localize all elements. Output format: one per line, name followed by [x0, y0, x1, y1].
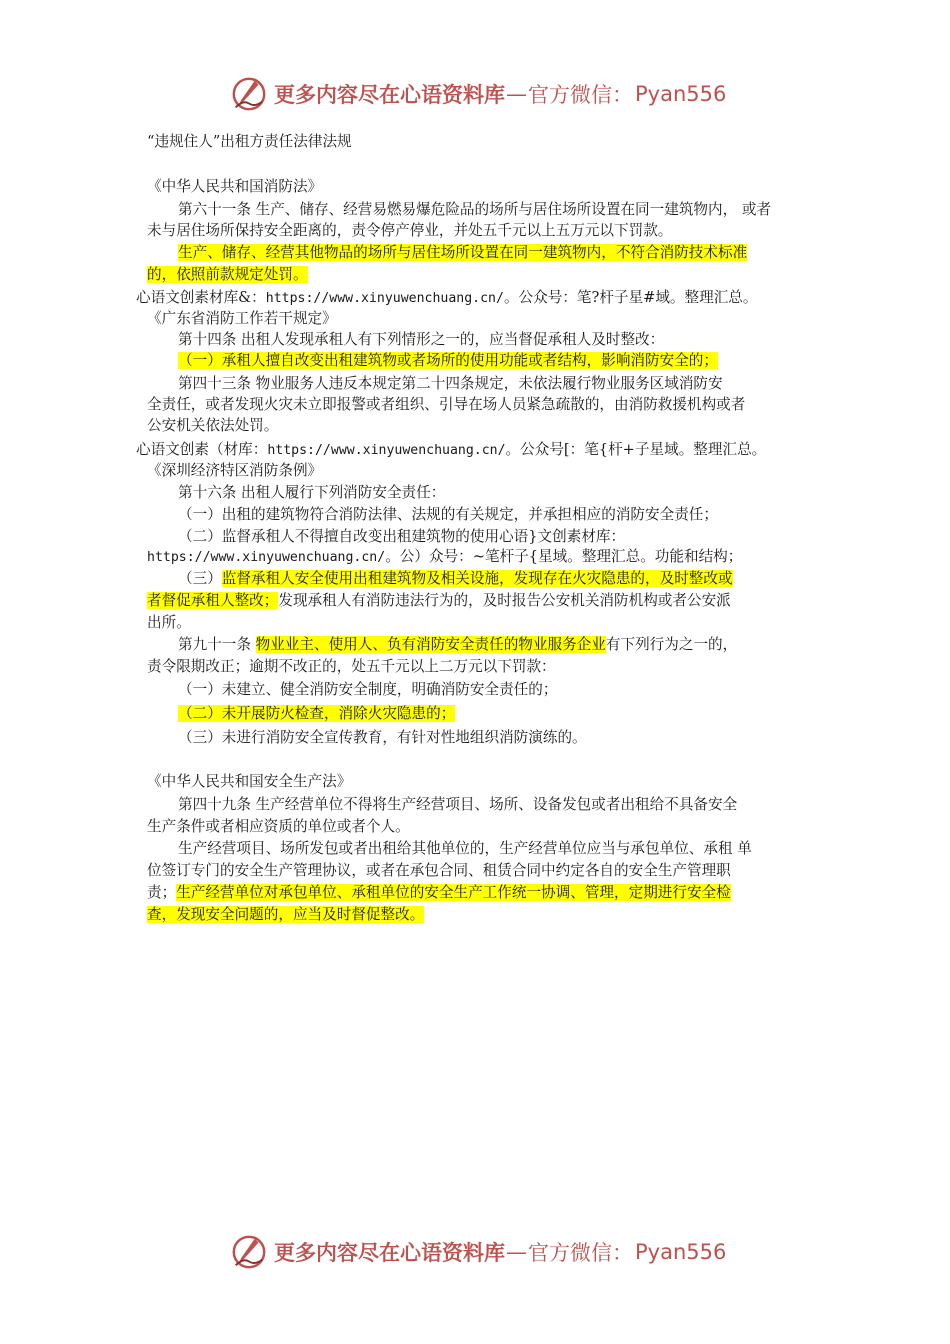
text-line: 生产经营项目、场所发包或者出租给其他单位的，生产经营单位应当与承包单位、承租 单 [178, 840, 752, 857]
text-line: 生产条件或者相应资质的单位或者个人。 [147, 818, 410, 835]
watermark-url: https://www.xinyuwenchuang.cn/ [267, 443, 506, 458]
highlighted-text: 生产、储存、经营其他物品的场所与居住场所设置在同一建筑物内，不符合消防技术标准 [178, 244, 748, 261]
text-line [178, 242, 747, 263]
text-line: （二）监督承租人不得擅自改变出租建筑物的使用心语}文创素材库： [178, 528, 626, 545]
text-line: 第四十三条 物业服务人违反本规定第二十四条规定，未依法履行物业服务区域消防安 [178, 375, 723, 392]
text-line [147, 904, 424, 925]
header-banner [230, 74, 750, 114]
law-heading-guangdong: 《广东省消防工作若干规定》 [147, 310, 337, 327]
watermark-line [147, 546, 742, 567]
watermark-text: 心语文创素（材库： [136, 441, 268, 458]
text-line: 责令限期改正；逾期不改正的，处五千元以上二万元以下罚款： [147, 658, 556, 675]
text-line: （一）出租的建筑物符合消防法律、法规的有关规定，并承担相应的消防安全责任； [178, 506, 718, 523]
highlighted-text: 的，依照前款规定处罚。 [147, 266, 308, 283]
text-line: （一）未建立、健全消防安全制度，明确消防安全责任的； [178, 681, 558, 698]
watermark-url: https://www.xinyuwenchuang.cn/ [147, 550, 386, 565]
highlighted-text: 监督承租人安全使用出租建筑物及相关设施，发现存在火灾隐患的，及时整改或 [221, 570, 733, 587]
watermark-text: 。公）众号：~笔杆子{星域。整理汇总。功能和结构； [385, 548, 743, 565]
text-line [147, 264, 308, 285]
quill-seal-icon [230, 75, 268, 113]
highlighted-text: 生产经营单位对承包单位、承租单位的安全生产工作统一协调、管理，定期进行安全检 [176, 884, 731, 901]
text-segment: 发现承租人有消防违法行为的，及时报告公安机关消防机构或者公安派 [278, 592, 731, 609]
banner-wechat-id: Pyan556 [635, 82, 727, 106]
text-line: 公安机关依法处罚。 [147, 417, 279, 434]
document-title: “违规住人”出租方责任法律法规 [147, 133, 352, 150]
banner-text: 更多内容尽在心语资料库 [274, 1241, 505, 1265]
highlighted-text: 查，发现安全问题的，应当及时督促整改。 [147, 906, 425, 923]
highlighted-text: 物业业主、使用人、负有消防安全责任的物业服务企业 [255, 636, 606, 653]
text-line: 全责任，或者发现火灾未立即报警或者组织、引导在场人员紧急疏散的，由消防救援机构或者 [147, 396, 746, 413]
watermark-text: 心语文创素材库&： [136, 289, 266, 306]
banner-wechat-id: Pyan556 [635, 1240, 727, 1264]
banner-separator: — [506, 82, 527, 106]
text-line [178, 568, 733, 589]
watermark-line [136, 287, 758, 308]
quill-seal-icon [230, 1233, 268, 1271]
banner-text: 更多内容尽在心语资料库 [274, 83, 505, 107]
text-line [147, 882, 731, 903]
text-line: 第十四条 出租人发现承租人有下列情形之一的，应当督促承租人及时整改： [178, 331, 665, 348]
banner-wechat-label: 官方微信： [528, 1241, 633, 1265]
watermark-text: 。公众号[：笔{杆+子星域。整理汇总。 [505, 441, 767, 458]
text-line [147, 590, 731, 611]
text-line: 出所。 [147, 614, 191, 631]
text-line: 第四十九条 生产经营单位不得将生产经营项目、场所、设备发包或者出租给不具备安全 [178, 796, 738, 813]
watermark-line [136, 439, 766, 460]
law-heading-safety-law: 《中华人民共和国安全生产法》 [147, 773, 352, 790]
text-line: 第六十一条 生产、储存、经营易燃易爆危险品的场所与居住场所设置在同一建筑物内， 或者 [178, 201, 772, 218]
highlighted-text: （一）承租人擅自改变出租建筑物或者场所的使用功能或者结构，影响消防安全的； [178, 352, 718, 369]
text-segment: 责； [147, 884, 177, 901]
text-line [178, 634, 737, 655]
text-line: 位签订专门的安全生产管理协议，或者在承包合同、租赁合同中约定各自的安全生产管理职 [147, 862, 731, 879]
text-line: （三）未进行消防安全宣传教育，有针对性地组织消防演练的。 [178, 729, 587, 746]
law-heading-fire-law: 《中华人民共和国消防法》 [147, 178, 323, 195]
text-line: 未与居住场所保持安全距离的，责令停产停业，并处五千元以上五万元以下罚款。 [147, 222, 673, 239]
banner-separator: — [506, 1240, 527, 1264]
watermark-url: https://www.xinyuwenchuang.cn/ [265, 291, 504, 306]
text-segment: （三） [178, 570, 222, 587]
text-line [178, 350, 718, 371]
watermark-text: 。公众号：笔?杆子星#域。整理汇总。 [503, 289, 758, 306]
text-segment: 有下列行为之一的， [605, 636, 738, 653]
banner-wechat-label: 官方微信： [528, 83, 633, 107]
law-heading-shenzhen: 《深圳经济特区消防条例》 [147, 462, 323, 479]
footer-banner [230, 1232, 750, 1272]
highlighted-text: （二）未开展防火检查，消除火灾隐患的； [178, 705, 456, 722]
text-segment: 第九十一条 [178, 636, 256, 653]
highlighted-text: 者督促承租人整改； [147, 592, 279, 609]
text-line [178, 703, 455, 724]
text-line: 第十六条 出租人履行下列消防安全责任： [178, 484, 446, 501]
